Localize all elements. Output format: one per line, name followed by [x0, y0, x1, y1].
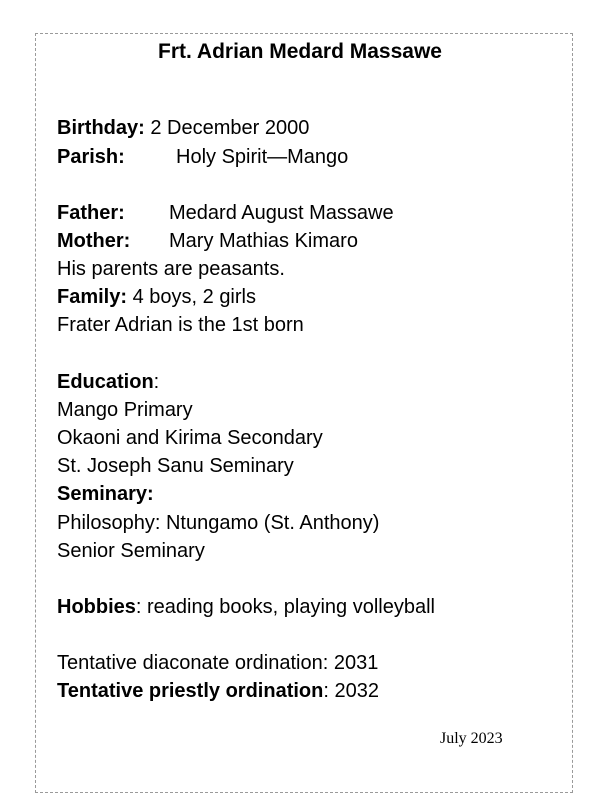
family-value: 4 boys, 2 girls [132, 286, 256, 308]
birthday-label: Birthday: [57, 117, 145, 139]
father-label: Father: [57, 202, 125, 224]
page-title: Frt. Adrian Medard Massawe [158, 40, 442, 63]
mother-row [57, 229, 358, 253]
family-row [57, 285, 256, 309]
priestly-row [57, 679, 379, 703]
father-row [57, 201, 394, 225]
priestly-label: Tentative priestly ordination [57, 680, 324, 702]
birthday-row [57, 116, 309, 140]
father-value: Medard August Massawe [169, 202, 394, 224]
seminary-item: Senior Seminary [57, 540, 205, 562]
seminary-heading [57, 482, 154, 506]
education-label: Education [57, 371, 154, 393]
parents-note: His parents are peasants. [57, 258, 285, 280]
seminary-label: Seminary: [57, 483, 154, 505]
hobbies-row [57, 595, 435, 619]
priestly-value: : 2032 [323, 680, 379, 702]
education-heading [57, 370, 159, 394]
hobbies-value: : reading books, playing volleyball [135, 596, 435, 618]
hobbies-label: Hobbies [57, 596, 136, 618]
mother-label: Mother: [57, 230, 131, 252]
education-item: Mango Primary [57, 399, 193, 421]
education-item: St. Joseph Sanu Seminary [57, 455, 294, 477]
birth-order: Frater Adrian is the 1st born [57, 314, 304, 336]
parish-label: Parish: [57, 146, 125, 168]
document-date: July 2023 [440, 730, 503, 747]
seminary-item: Philosophy: Ntungamo (St. Anthony) [57, 512, 380, 534]
education-suffix: : [153, 371, 160, 393]
birthday-value: 2 December 2000 [150, 117, 310, 139]
mother-value: Mary Mathias Kimaro [169, 230, 358, 252]
education-item: Okaoni and Kirima Secondary [57, 427, 323, 449]
diaconate-row: Tentative diaconate ordination: 2031 [57, 652, 379, 674]
family-label: Family: [57, 286, 128, 308]
parish-value: Holy Spirit—Mango [176, 146, 349, 168]
parish-row [57, 145, 348, 169]
